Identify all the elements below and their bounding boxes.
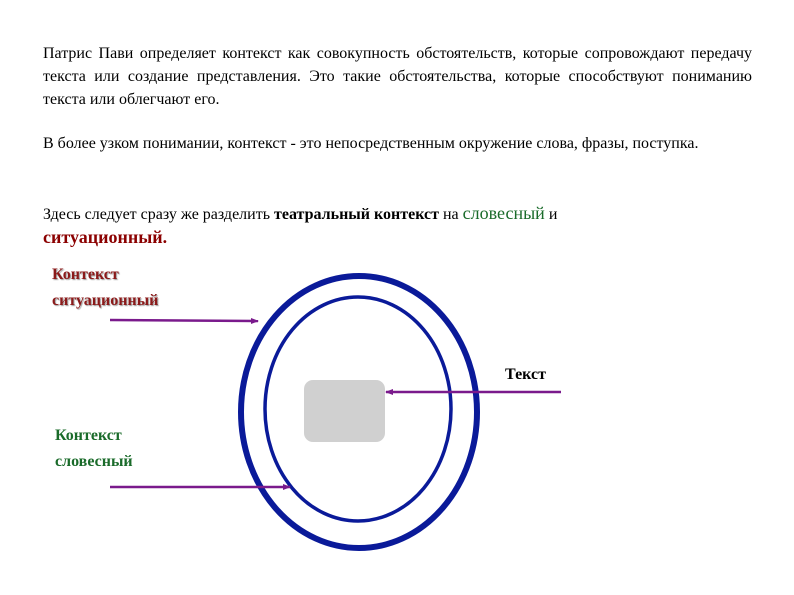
- label-text: Текст: [505, 366, 546, 383]
- label-situational-line2: ситуационный: [52, 292, 159, 309]
- arrow-situational: [110, 320, 258, 321]
- paragraph-narrow-definition: В более узком понимании, контекст - это непосредственным окружение слова, фразы, поступка.: [43, 135, 699, 152]
- theatrical-context-term: театральный контекст: [274, 206, 439, 223]
- verbal-term: словесный: [462, 203, 545, 223]
- paragraph-definition: Патрис Пави определяет контекст как совокупность обстоятельств, которые сопровождают передачу текста или создание представления. Это такие обстоятельства, которые способствуют пониманию текста или облегчают его.: [43, 45, 752, 108]
- division-text-part2: на: [438, 206, 463, 223]
- label-verbal-context: [55, 423, 133, 475]
- label-verbal-line1: Контекст: [55, 427, 122, 444]
- division-text-part1: Здесь следует сразу же разделить: [43, 206, 274, 223]
- label-situational-line1: Контекст: [52, 266, 119, 283]
- label-situational-context: [52, 262, 158, 314]
- situational-term: ситуационный.: [43, 227, 168, 247]
- division-text-part3: и: [544, 206, 558, 223]
- text-box: [304, 380, 385, 442]
- label-verbal-line2: словесный: [55, 453, 133, 470]
